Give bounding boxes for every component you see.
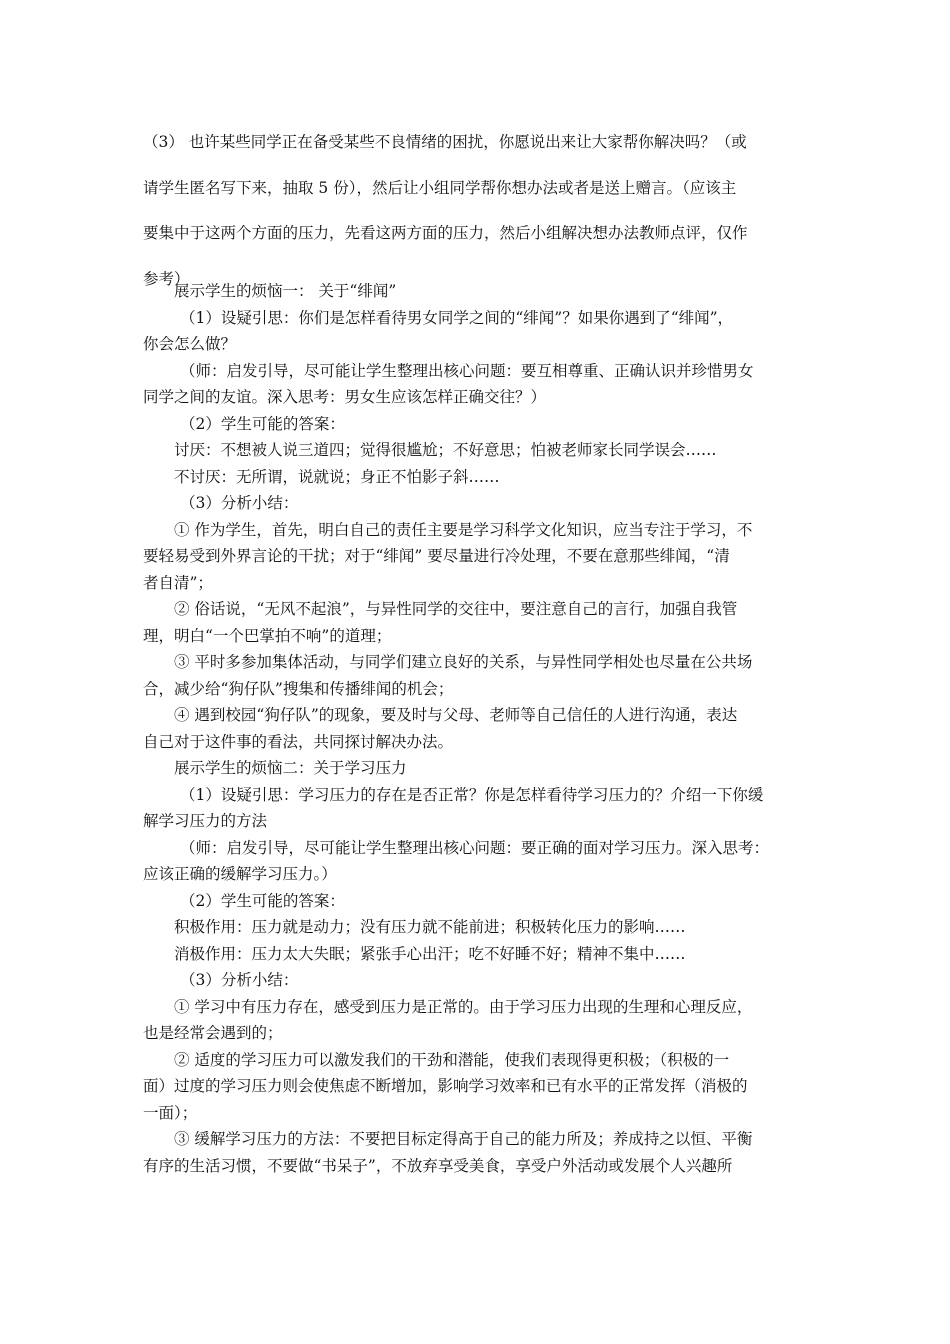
text-line: 面）过度的学习压力则会使焦虑不断增加，影响学习效率和已有水平的正常发挥（消极的 xyxy=(143,1077,748,1095)
text-line: 请学生匿名写下来，抽取 5 份），然后让小组同学帮你想办法或者是送上赠言。（应该主 xyxy=(143,178,737,197)
text-line: 消极作用：压力太大失眠；紧张手心出汗；吃不好睡不好；精神不集中…… xyxy=(174,944,686,963)
text-line: 你会怎么做？ xyxy=(143,335,237,353)
text-line: 自己对于这件事的看法，共同探讨解决办法。 xyxy=(143,732,454,751)
text-line: 有序的生活习惯，不要做“书呆子”，不放弃享受美食，享受户外活动或发展个人兴趣所 xyxy=(143,1156,733,1175)
text-line: 一面）； xyxy=(143,1103,198,1122)
body-text xyxy=(143,278,813,1179)
text-line: 者自清”； xyxy=(143,573,213,592)
text-line: ① 学习中有压力存在，感受到压力是正常的。由于学习压力出现的生理和心理反应， xyxy=(174,997,753,1016)
text-line: （师：启发引导，尽可能让学生整理出核心问题：要正确的面对学习压力。深入思考： xyxy=(180,838,770,857)
text-line: （2）学生可能的答案： xyxy=(180,891,345,910)
text-line: ② 俗话说，“无风不起浪”，与异性同学的交往中，要注意自己的言行，加强自我管 xyxy=(174,600,738,618)
text-line: 同学之间的友谊。深入思考：男女生应该怎样正确交往？） xyxy=(143,388,547,406)
text-line: 积极作用：压力就是动力；没有压力就不能前进；积极转化压力的影响…… xyxy=(174,918,686,936)
text-line: （3）分析小结： xyxy=(180,494,299,512)
text-line: 应该正确的缓解学习压力。） xyxy=(143,865,337,883)
text-line: ③ 平时多参加集体活动，与同学们建立良好的关系，与异性同学相处也尽量在公共场 xyxy=(174,653,753,671)
text-line: 展示学生的烦恼二：关于学习压力 xyxy=(174,759,407,777)
text-line: ③ 缓解学习压力的方法：不要把目标定得高于自己的能力所及；养成持之以恒、平衡 xyxy=(174,1130,753,1148)
text-line: 要轻易受到外界言论的干扰；对于“绯闻” 要尽量进行冷处理，不要在意那些绯闻，“清 xyxy=(143,547,730,565)
text-line: ② 适度的学习压力可以激发我们的干劲和潜能，使我们表现得更积极；（积极的一 xyxy=(174,1050,730,1069)
text-line: 要集中于这两个方面的压力，先看这两方面的压力，然后小组解决想办法教师点评，仅作 xyxy=(143,224,748,242)
text-line: （1）设疑引思：学习压力的存在是否正常？你是怎样看待学习压力的？介绍一下你缓 xyxy=(180,785,764,804)
text-line: ① 作为学生，首先，明白自己的责任主要是学习科学文化知识，应当专注于学习，不 xyxy=(174,520,753,539)
text-line: 不讨厌：无所谓，说就说；身正不怕影子斜…… xyxy=(174,467,500,486)
text-line: （师：启发引导，尽可能让学生整理出核心问题：要互相尊重、正确认识并珍惜男女 xyxy=(180,361,754,380)
text-line: 解学习压力的方法 xyxy=(143,812,268,830)
text-line: （3） 也许某些同学正在备受某些不良情绪的困扰，你愿说出来让大家帮你解决吗？（或 xyxy=(143,133,747,151)
text-line: 合，减少给“狗仔队”搜集和传播绯闻的机会； xyxy=(143,679,454,698)
text-line: 讨厌：不想被人说三道四；觉得很尴尬；不好意思；怕被老师家长同学误会…… xyxy=(174,441,717,459)
intro-paragraph xyxy=(143,120,813,302)
text-line: 理，明白“一个巴掌拍不响”的道理； xyxy=(143,626,392,645)
text-line: （1）设疑引思：你们是怎样看待男女同学之间的“绯闻”？如果你遇到了“绯闻”， xyxy=(180,308,734,327)
text-line: 参考） xyxy=(143,269,190,288)
text-line: （3）分析小结： xyxy=(180,971,299,989)
text-line: （2）学生可能的答案： xyxy=(180,414,345,433)
text-line: 展示学生的烦恼一： 关于“绯闻” xyxy=(174,282,397,300)
text-line: ④ 遇到校园“狗仔队”的现象，要及时与父母、老师等自己信任的人进行沟通，表达 xyxy=(174,706,738,724)
text-line: 也是经常会遇到的； xyxy=(143,1024,283,1042)
